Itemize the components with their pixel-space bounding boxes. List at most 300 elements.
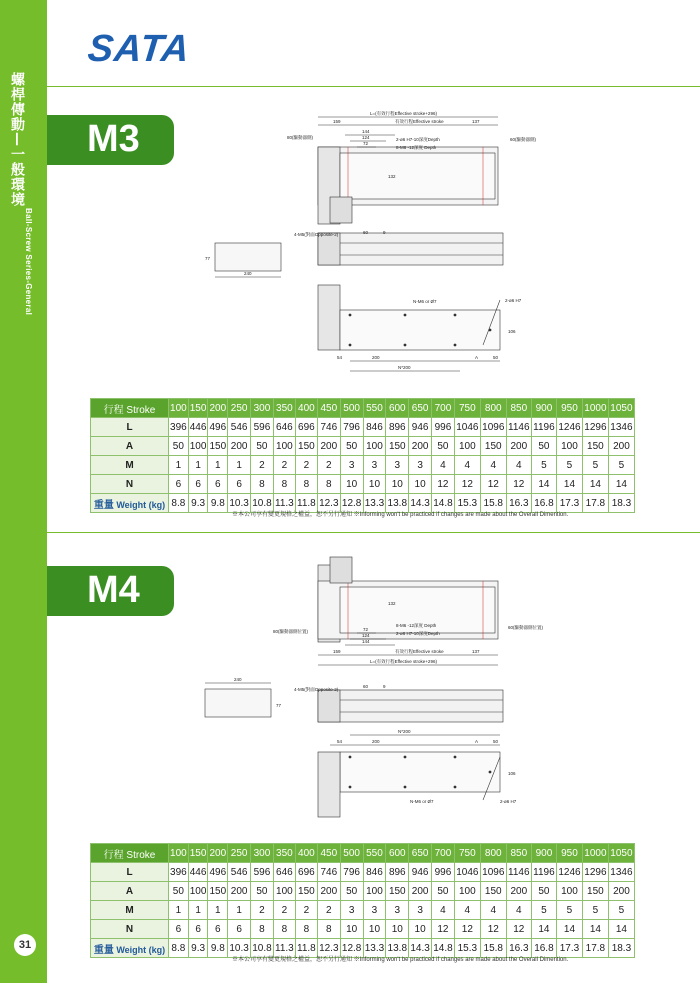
- table-cell: 150: [386, 882, 409, 901]
- table-cell: 50: [531, 437, 556, 456]
- table-cell: 200: [608, 437, 634, 456]
- stroke-value: 1050: [608, 399, 634, 418]
- table-cell: 1296: [582, 863, 608, 882]
- table-cell: 14: [556, 475, 582, 494]
- side-left-label: 80(驅動器側位置): [273, 629, 309, 634]
- weight-value: 15.3: [454, 939, 480, 958]
- weight-value: 10.3: [228, 494, 251, 513]
- table-cell: 1: [169, 456, 189, 475]
- dim-159: 159: [333, 119, 341, 124]
- table-cell: 6: [208, 920, 228, 939]
- table-cell: 596: [251, 418, 274, 437]
- table-cell: 8: [273, 920, 295, 939]
- table-cell: 14: [582, 475, 608, 494]
- table-cell: 1346: [608, 418, 634, 437]
- table-cell: 5: [582, 456, 608, 475]
- weight-value: 9.8: [208, 939, 228, 958]
- weight-value: 11.8: [295, 939, 317, 958]
- dim-50: 50: [493, 355, 499, 360]
- table-cell: 12: [432, 920, 455, 939]
- stroke-value: 150: [188, 844, 208, 863]
- weight-label: [91, 494, 169, 513]
- disclaimer-note: ※本公司享有變更規格之權益，恕不另行通知 ※Informing won't be practiced if changes are made about the Overall Dimention.: [232, 957, 569, 963]
- weight-value: 16.8: [531, 494, 556, 513]
- stroke-value: 900: [531, 844, 556, 863]
- table-header-row: [91, 844, 635, 863]
- dim-9: 9: [383, 230, 386, 235]
- stroke-value: 300: [251, 844, 274, 863]
- tap-label: 8-M6 -12深度 Depth: [396, 623, 437, 628]
- table-cell: 10: [340, 920, 363, 939]
- table-cell: 2: [273, 901, 295, 920]
- row-label: N: [91, 920, 169, 939]
- dim-124: 124: [362, 135, 370, 140]
- pin2-label: 2-ø6 H7: [500, 799, 517, 804]
- table-cell: 496: [208, 863, 228, 882]
- stroke-value: 550: [363, 844, 386, 863]
- table-cell: 1096: [480, 418, 506, 437]
- table-cell: 200: [506, 882, 531, 901]
- table-cell: 396: [169, 418, 189, 437]
- table-cell: 100: [363, 437, 386, 456]
- weight-value: 13.3: [363, 494, 386, 513]
- row-label: M: [91, 456, 169, 475]
- table-cell: 10: [386, 475, 409, 494]
- table-cell: 1046: [454, 863, 480, 882]
- stroke-value: 350: [273, 844, 295, 863]
- table-cell: 1196: [531, 418, 556, 437]
- table-cell: 4: [454, 456, 480, 475]
- table-cell: 150: [208, 882, 228, 901]
- table-row: [91, 882, 635, 901]
- table-cell: 746: [317, 863, 340, 882]
- dim-159: 159: [333, 649, 341, 654]
- nm6-label: N-M6 or Ø7: [410, 799, 434, 804]
- table-cell: 396: [169, 863, 189, 882]
- table-cell: 12: [432, 475, 455, 494]
- table-cell: 1: [169, 901, 189, 920]
- weight-label-cn: 重量: [93, 499, 114, 511]
- table-cell: 100: [454, 882, 480, 901]
- stroke-value: 750: [454, 399, 480, 418]
- dim-137: 137: [472, 649, 480, 654]
- sidebar-title-cn: 螺桿傳動—一般環境: [9, 72, 25, 207]
- weight-value: 18.3: [608, 494, 634, 513]
- table-cell: 12: [480, 475, 506, 494]
- table-cell: 546: [228, 418, 251, 437]
- weight-value: 14.8: [432, 939, 455, 958]
- weight-label-en: Weight (kg): [116, 944, 166, 955]
- m5-label: 4-M5(對面Opposite-2): [294, 232, 339, 237]
- row-label: N: [91, 475, 169, 494]
- stroke-value: 750: [454, 844, 480, 863]
- dim-nx200: N*200: [398, 365, 411, 370]
- table-cell: 4: [506, 456, 531, 475]
- table-cell: 8: [295, 475, 317, 494]
- page-number: 31: [14, 934, 36, 956]
- stroke-value: 650: [409, 844, 432, 863]
- weight-label-cn: 重量: [93, 944, 114, 956]
- table-cell: 546: [228, 863, 251, 882]
- table-cell: 14: [608, 475, 634, 494]
- table-cell: 50: [531, 882, 556, 901]
- table-cell: 696: [295, 418, 317, 437]
- weight-value: 12.3: [317, 494, 340, 513]
- table-cell: 200: [228, 882, 251, 901]
- weight-value: 12.8: [340, 939, 363, 958]
- brand-logo: SATA: [85, 28, 193, 70]
- stroke-value: 200: [208, 399, 228, 418]
- table-cell: 150: [480, 437, 506, 456]
- row-label: A: [91, 437, 169, 456]
- dim-54: 54: [337, 355, 343, 360]
- weight-value: 15.8: [480, 939, 506, 958]
- table-cell: 646: [273, 863, 295, 882]
- table-cell: 50: [169, 437, 189, 456]
- table-cell: 446: [188, 418, 208, 437]
- table-cell: 1: [228, 901, 251, 920]
- table-cell: 2: [317, 901, 340, 920]
- table-cell: 4: [454, 901, 480, 920]
- dim-54: 54: [337, 739, 343, 744]
- model-title: M3: [87, 118, 140, 160]
- stroke-value: 100: [169, 844, 189, 863]
- dim-106: 106: [508, 329, 516, 334]
- stroke-value: 200: [208, 844, 228, 863]
- table-cell: 14: [556, 920, 582, 939]
- table-cell: 796: [340, 863, 363, 882]
- table-cell: 14: [531, 475, 556, 494]
- table-cell: 696: [295, 863, 317, 882]
- table-cell: 12: [454, 475, 480, 494]
- weight-value: 12.8: [340, 494, 363, 513]
- table-cell: 896: [386, 418, 409, 437]
- table-cell: 3: [363, 456, 386, 475]
- table-cell: 1246: [556, 863, 582, 882]
- stroke-value: 800: [480, 399, 506, 418]
- stroke-value: 950: [556, 399, 582, 418]
- table-cell: 446: [188, 863, 208, 882]
- row-label: L: [91, 863, 169, 882]
- table-cell: 200: [317, 437, 340, 456]
- stroke-value: 650: [409, 399, 432, 418]
- side-right-label: 60(驅動器側): [510, 137, 537, 142]
- dim-132: 132: [388, 174, 396, 179]
- table-cell: 12: [454, 920, 480, 939]
- stroke-value: 250: [228, 844, 251, 863]
- table-cell: 8: [295, 920, 317, 939]
- table-cell: 2: [295, 901, 317, 920]
- table-row: [91, 920, 635, 939]
- table-cell: 1: [188, 901, 208, 920]
- stroke-value: 150: [188, 399, 208, 418]
- table-cell: 6: [188, 920, 208, 939]
- table-cell: 5: [582, 901, 608, 920]
- table-cell: 2: [317, 456, 340, 475]
- dim-stroke: 有效行程Effective stroke: [395, 119, 444, 124]
- dim-200: 200: [372, 355, 380, 360]
- table-cell: 12: [506, 475, 531, 494]
- table-row: [91, 456, 635, 475]
- weight-value: 16.3: [506, 939, 531, 958]
- weight-value: 17.3: [556, 939, 582, 958]
- dim-137: 137: [472, 119, 480, 124]
- table-cell: 12: [480, 920, 506, 939]
- table-cell: 200: [409, 437, 432, 456]
- spec-table-m4: [90, 843, 635, 958]
- stroke-value: 850: [506, 844, 531, 863]
- table-cell: 200: [409, 882, 432, 901]
- table-cell: 1: [208, 901, 228, 920]
- table-cell: 846: [363, 863, 386, 882]
- table-cell: 10: [363, 920, 386, 939]
- stroke-value: 1050: [608, 844, 634, 863]
- weight-value: 12.3: [317, 939, 340, 958]
- stroke-value: 1000: [582, 399, 608, 418]
- weight-value: 14.8: [432, 494, 455, 513]
- table-cell: 2: [273, 456, 295, 475]
- weight-value: 9.3: [188, 939, 208, 958]
- dim-stroke: 有效行程Effective stroke: [395, 649, 444, 654]
- stroke-value: 450: [317, 844, 340, 863]
- weight-value: 8.8: [169, 939, 189, 958]
- table-cell: 5: [608, 901, 634, 920]
- stroke-value: 400: [295, 399, 317, 418]
- spec-table-m3: [90, 398, 635, 513]
- table-row: [91, 418, 635, 437]
- table-cell: 10: [386, 920, 409, 939]
- dim-a: A: [475, 355, 479, 360]
- table-cell: 3: [363, 901, 386, 920]
- table-cell: 996: [432, 418, 455, 437]
- table-cell: 50: [432, 882, 455, 901]
- table-cell: 896: [386, 863, 409, 882]
- table-cell: 100: [273, 882, 295, 901]
- table-cell: 4: [480, 901, 506, 920]
- table-cell: 8: [317, 920, 340, 939]
- table-cell: 10: [340, 475, 363, 494]
- weight-value: 18.3: [608, 939, 634, 958]
- table-row: [91, 901, 635, 920]
- table-cell: 1146: [506, 863, 531, 882]
- model-title: M4: [87, 569, 140, 611]
- dim-overall: L=(有效行程Effective stroke+296): [370, 111, 437, 116]
- dim-124: 124: [362, 633, 370, 638]
- table-cell: 200: [506, 437, 531, 456]
- dim-72: 72: [363, 141, 369, 146]
- stroke-value: 700: [432, 844, 455, 863]
- dim-72: 72: [363, 627, 369, 632]
- side-right-label: 60(驅動器側位置): [508, 625, 544, 630]
- weight-value: 16.8: [531, 939, 556, 958]
- table-cell: 50: [251, 882, 274, 901]
- table-cell: 946: [409, 418, 432, 437]
- side-left-label: 80(驅動器側): [287, 135, 314, 140]
- table-cell: 3: [386, 901, 409, 920]
- table-cell: 50: [169, 882, 189, 901]
- stroke-header-label: 行程 Stroke: [91, 844, 169, 863]
- weight-value: 17.8: [582, 494, 608, 513]
- dim-60: 60: [363, 230, 369, 235]
- table-cell: 3: [386, 456, 409, 475]
- table-cell: 14: [608, 920, 634, 939]
- dim-200: 200: [372, 739, 380, 744]
- table-cell: 50: [432, 437, 455, 456]
- table-cell: 50: [251, 437, 274, 456]
- table-cell: 3: [409, 456, 432, 475]
- dim-77: 77: [276, 703, 282, 708]
- weight-value: 11.3: [273, 939, 295, 958]
- weight-value: 14.3: [409, 494, 432, 513]
- table-cell: 150: [295, 437, 317, 456]
- table-cell: 1: [188, 456, 208, 475]
- table-row: [91, 437, 635, 456]
- table-cell: 1346: [608, 863, 634, 882]
- table-cell: 10: [409, 475, 432, 494]
- table-cell: 796: [340, 418, 363, 437]
- weight-value: 13.3: [363, 939, 386, 958]
- table-cell: 50: [340, 882, 363, 901]
- table-cell: 6: [169, 920, 189, 939]
- divider-top: [47, 86, 700, 87]
- weight-value: 17.3: [556, 494, 582, 513]
- table-cell: 100: [363, 882, 386, 901]
- table-cell: 5: [608, 456, 634, 475]
- dim-240: 240: [244, 271, 252, 276]
- weight-value: 17.8: [582, 939, 608, 958]
- table-cell: 1046: [454, 418, 480, 437]
- weight-value: 9.3: [188, 494, 208, 513]
- table-cell: 746: [317, 418, 340, 437]
- table-cell: 4: [480, 456, 506, 475]
- weight-value: 10.3: [228, 939, 251, 958]
- weight-value: 10.8: [251, 939, 274, 958]
- stroke-value: 1000: [582, 844, 608, 863]
- table-cell: 6: [208, 475, 228, 494]
- dim-60: 60: [363, 684, 369, 689]
- row-label: L: [91, 418, 169, 437]
- table-cell: 150: [386, 437, 409, 456]
- table-row: [91, 475, 635, 494]
- weight-label-en: Weight (kg): [116, 499, 166, 510]
- table-cell: 5: [556, 456, 582, 475]
- sidebar-title-en: Ball-Screw Series-General: [24, 208, 33, 316]
- table-cell: 3: [340, 456, 363, 475]
- dim-106: 106: [508, 771, 516, 776]
- table-cell: 100: [188, 437, 208, 456]
- table-cell: 4: [506, 901, 531, 920]
- table-cell: 10: [363, 475, 386, 494]
- table-cell: 150: [480, 882, 506, 901]
- nm6-label: N-M6 or Ø7: [413, 299, 437, 304]
- table-cell: 1296: [582, 418, 608, 437]
- weight-value: 15.8: [480, 494, 506, 513]
- tap-label: 8-M6 -12深度 Depth: [396, 145, 437, 150]
- table-cell: 14: [531, 920, 556, 939]
- table-cell: 6: [228, 920, 251, 939]
- dim-nx200: N*200: [398, 729, 411, 734]
- table-cell: 1: [208, 456, 228, 475]
- weight-value: 14.3: [409, 939, 432, 958]
- pin2-label: 2-ø6 H7: [505, 298, 522, 303]
- dim-50: 50: [493, 739, 499, 744]
- m5-label: 4-M5(對面Opposite-2): [294, 687, 339, 692]
- table-cell: 3: [409, 901, 432, 920]
- table-header-row: [91, 399, 635, 418]
- stroke-value: 800: [480, 844, 506, 863]
- stroke-value: 600: [386, 844, 409, 863]
- pin-label: 2-ø6 H7-10深度Depth: [396, 137, 440, 142]
- divider-middle: [47, 532, 700, 533]
- weight-value: 11.3: [273, 494, 295, 513]
- table-cell: 496: [208, 418, 228, 437]
- table-cell: 1146: [506, 418, 531, 437]
- row-label: M: [91, 901, 169, 920]
- table-cell: 100: [273, 437, 295, 456]
- table-cell: 3: [340, 901, 363, 920]
- stroke-value: 250: [228, 399, 251, 418]
- dim-77: 77: [205, 256, 211, 261]
- table-cell: 1196: [531, 863, 556, 882]
- table-cell: 10: [409, 920, 432, 939]
- stroke-value: 700: [432, 399, 455, 418]
- row-label: A: [91, 882, 169, 901]
- disclaimer-note: ※本公司享有變更規格之權益，恕不另行通知 ※Informing won't be practiced if changes are made about the Overall Dimention.: [232, 512, 569, 518]
- table-cell: 200: [228, 437, 251, 456]
- stroke-value: 500: [340, 399, 363, 418]
- stroke-value: 300: [251, 399, 274, 418]
- table-cell: 200: [608, 882, 634, 901]
- stroke-value: 550: [363, 399, 386, 418]
- weight-value: 9.8: [208, 494, 228, 513]
- table-cell: 100: [556, 437, 582, 456]
- table-cell: 12: [506, 920, 531, 939]
- stroke-value: 950: [556, 844, 582, 863]
- table-cell: 996: [432, 863, 455, 882]
- table-cell: 2: [251, 456, 274, 475]
- table-cell: 6: [188, 475, 208, 494]
- table-cell: 5: [556, 901, 582, 920]
- table-cell: 150: [295, 882, 317, 901]
- dim-240: 240: [234, 677, 242, 682]
- table-cell: 6: [228, 475, 251, 494]
- stroke-value: 450: [317, 399, 340, 418]
- table-cell: 8: [251, 475, 274, 494]
- table-cell: 2: [295, 456, 317, 475]
- stroke-value: 100: [169, 399, 189, 418]
- table-cell: 4: [432, 901, 455, 920]
- table-cell: 14: [582, 920, 608, 939]
- table-cell: 1: [228, 456, 251, 475]
- weight-value: 16.3: [506, 494, 531, 513]
- table-cell: 5: [531, 456, 556, 475]
- weight-value: 10.8: [251, 494, 274, 513]
- stroke-header-label: 行程 Stroke: [91, 399, 169, 418]
- table-cell: 100: [188, 882, 208, 901]
- m4-dimension-drawing: [200, 545, 660, 830]
- weight-label: [91, 939, 169, 958]
- table-cell: 200: [317, 882, 340, 901]
- dim-overall: L=(有效行程Effective stroke+296): [370, 659, 437, 664]
- table-row: [91, 863, 635, 882]
- stroke-value: 350: [273, 399, 295, 418]
- table-cell: 2: [251, 901, 274, 920]
- table-cell: 50: [340, 437, 363, 456]
- weight-value: 11.8: [295, 494, 317, 513]
- table-cell: 5: [531, 901, 556, 920]
- table-cell: 100: [454, 437, 480, 456]
- weight-value: 13.8: [386, 939, 409, 958]
